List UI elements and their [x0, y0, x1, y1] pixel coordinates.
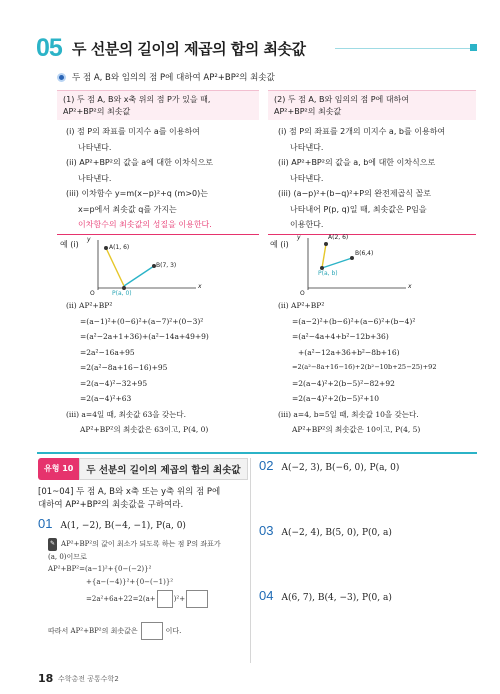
- graph-x-label: x: [198, 283, 202, 290]
- header-square: [470, 44, 477, 51]
- problem-number: 03: [259, 523, 274, 538]
- practice-tag: [38, 458, 248, 480]
- hint-line: =2a²+6a+22=2(a+: [86, 594, 156, 603]
- left-calc: [66, 298, 261, 438]
- right-step: 나타낸다.: [290, 142, 324, 152]
- left-step: x=p에서 최솟값 q를 가지는: [78, 204, 177, 214]
- hint-icon: ✎: [48, 538, 57, 551]
- calc-line: (ii) AP²+BP²: [66, 301, 113, 310]
- result-line: AP²+BP²의 최솟값은 10이고, P(4, 5): [292, 425, 421, 434]
- left-box-line2: AP²+BP²의 최솟값: [63, 107, 131, 116]
- practice-tag-label: 유형 10: [38, 458, 79, 480]
- page-number: 18: [38, 672, 54, 685]
- graph-label-b: B(7, 3): [156, 262, 177, 269]
- left-steps: [66, 124, 256, 233]
- hint-line: (a, 0)이므로: [48, 552, 87, 561]
- header-rule: [335, 48, 475, 49]
- hint-conclusion: [48, 622, 181, 640]
- graph-label-a: A(2, 6): [328, 234, 349, 241]
- segment-bp: [322, 258, 352, 268]
- problem-text: A(6, 7), B(4, −3), P(0, a): [281, 593, 392, 603]
- right-example-label: 예 (i): [270, 240, 289, 249]
- right-step: 이용한다.: [290, 220, 324, 229]
- left-divider: [57, 234, 259, 235]
- hint-line: 따라서 AP²+BP²의 최솟값은: [48, 626, 138, 635]
- calc-line: +(a²−12a+36+b²−8b+16): [298, 347, 400, 357]
- book-title: 수학총전 공통수학2: [58, 675, 119, 683]
- left-example-label: 예 (i): [60, 240, 79, 249]
- left-box: [57, 90, 259, 120]
- hint-box: [48, 538, 248, 610]
- hint-line: 이다.: [165, 626, 182, 635]
- right-step: (iii) (a−p)²+(b−q)²+P의 완전제곱식 꼴로: [278, 189, 432, 198]
- section-separator: [37, 452, 477, 454]
- right-calc: [278, 298, 478, 438]
- right-box-line2: AP²+BP²의 최솟값: [274, 107, 342, 116]
- calc-line: =2(a²−8a+16−16)+2(b²−10b+25−25)+92: [292, 363, 437, 371]
- hint-line: +{a−(−4)}²+{0−(−1)}²: [86, 577, 174, 586]
- answer-blank[interactable]: [141, 622, 163, 640]
- left-step: (iii) 이차함수 y=m(x−p)²+q (m>0)는: [66, 189, 208, 198]
- segment-ap: [106, 248, 124, 286]
- problem-03: [259, 523, 392, 538]
- hint-line: AP²+BP²의 값이 최소가 되도록 하는 점 P의 좌표가: [61, 540, 221, 548]
- segment-bp: [124, 266, 154, 286]
- graph-origin: O: [300, 290, 305, 297]
- problem-text: A(−2, 4), B(5, 0), P(0, a): [281, 528, 392, 538]
- answer-blank[interactable]: [157, 590, 173, 608]
- result-line: AP²+BP²의 최솟값은 63이고, P(4, 0): [80, 425, 209, 434]
- problem-text: A(1, −2), B(−4, −1), P(a, 0): [60, 521, 186, 531]
- column-divider: [250, 458, 251, 663]
- problem-number: 02: [259, 458, 274, 473]
- calc-line: =(a−1)²+(0−6)²+(a−7)²+(0−3)²: [80, 316, 204, 326]
- calc-line: =(a²−4a+4+b²−12b+36): [292, 332, 389, 341]
- graph-label-p: P(a, 0): [112, 290, 132, 297]
- problem-01: [38, 516, 186, 531]
- problem-number: 01: [38, 516, 53, 531]
- calc-line: =2(a−4)²+2(b−5)²+10: [292, 394, 380, 403]
- right-box: [268, 90, 476, 120]
- graph-x-label: x: [408, 283, 412, 290]
- right-step: (i) 점 P의 좌표를 2개의 미지수 a, b를 이용하여: [278, 127, 446, 136]
- calc-line: =(a−2)²+(b−6)²+(a−6)²+(b−4)²: [292, 316, 416, 326]
- practice-intro: [38, 486, 243, 512]
- bullet-dot-icon: [57, 73, 66, 82]
- answer-blank[interactable]: [186, 590, 208, 608]
- topic-bullet: [57, 71, 275, 83]
- right-box-line1: (2) 두 점 A, B와 임의의 점 P에 대하여: [274, 95, 410, 104]
- graph-label-p: P(a, b): [318, 270, 338, 277]
- left-step: (ii) AP²+BP²의 값을 a에 대한 이차식으로: [66, 158, 214, 167]
- left-step-highlight: 이차함수의 최솟값의 성질을 이용한다.: [78, 220, 212, 229]
- intro-line: [01~04] 두 점 A, B와 x축 또는 y축 위의 점 P에: [38, 487, 221, 497]
- intro-line: 대하여 AP²+BP²의 최솟값을 구하여라.: [38, 500, 184, 510]
- graph-label-b: B(6,4): [355, 250, 374, 257]
- left-step: 나타낸다.: [78, 173, 112, 183]
- calc-line: =2(a²−8a+16−16)+95: [80, 363, 168, 372]
- graph-y-label: y: [297, 234, 301, 241]
- point-a: [324, 242, 328, 246]
- section-number: 05: [36, 34, 62, 62]
- topic-text: 두 점 A, B와 임의의 점 P에 대하여 AP²+BP²의 최솟값: [72, 73, 275, 83]
- problem-04: [259, 588, 392, 603]
- graph-origin: O: [90, 290, 95, 297]
- calc-line: =(a²−2a+1+36)+(a²−14a+49+9): [80, 332, 209, 341]
- segment-ap: [322, 244, 326, 268]
- left-step: 나타낸다.: [78, 142, 112, 152]
- result-line: (iii) a=4일 때, 최솟값 63을 갖는다.: [66, 409, 187, 419]
- calc-line: (ii) AP²+BP²: [278, 301, 325, 310]
- calc-line: =2(a−4)²−32+95: [80, 378, 148, 388]
- problem-02: [259, 458, 399, 473]
- hint-line: )²+: [173, 594, 186, 603]
- right-steps: [278, 124, 476, 233]
- point-a: [104, 246, 108, 250]
- right-step: 나타낸다.: [290, 173, 324, 183]
- problem-text: A(−2, 3), B(−6, 0), P(a, 0): [281, 463, 400, 473]
- left-graph: [88, 238, 198, 292]
- left-box-line1: (1) 두 점 A, B와 x축 위의 점 P가 있을 때,: [63, 95, 211, 104]
- graph-label-a: A(1, 6): [109, 244, 130, 251]
- calc-line: =2a²−16a+95: [80, 347, 135, 357]
- right-graph: [298, 236, 408, 292]
- section-title: 두 선분의 길이의 제곱의 합의 최솟값: [72, 40, 306, 58]
- calc-line: =2(a−4)²+63: [80, 394, 132, 403]
- hint-blank-row: [48, 588, 248, 610]
- hint-line: AP²+BP²=(a−1)²+{0−(−2)}²: [48, 565, 152, 573]
- practice-title: 두 선분의 길이의 제곱의 합의 최솟값: [79, 458, 247, 480]
- right-step: (ii) AP²+BP²의 값을 a, b에 대한 이차식으로: [278, 158, 436, 167]
- left-step: (i) 점 P의 좌표를 미지수 a를 이용하여: [66, 127, 200, 136]
- calc-line: =2(a−4)²+2(b−5)²−82+92: [292, 378, 395, 388]
- right-step: 나타내어 P(p, q)일 때, 최솟값은 P임을: [290, 204, 427, 214]
- result-line: (iii) a=4, b=5일 때, 최솟값 10을 갖는다.: [278, 409, 419, 419]
- problem-number: 04: [259, 588, 274, 603]
- graph-y-label: y: [87, 236, 91, 243]
- point-b: [350, 256, 354, 260]
